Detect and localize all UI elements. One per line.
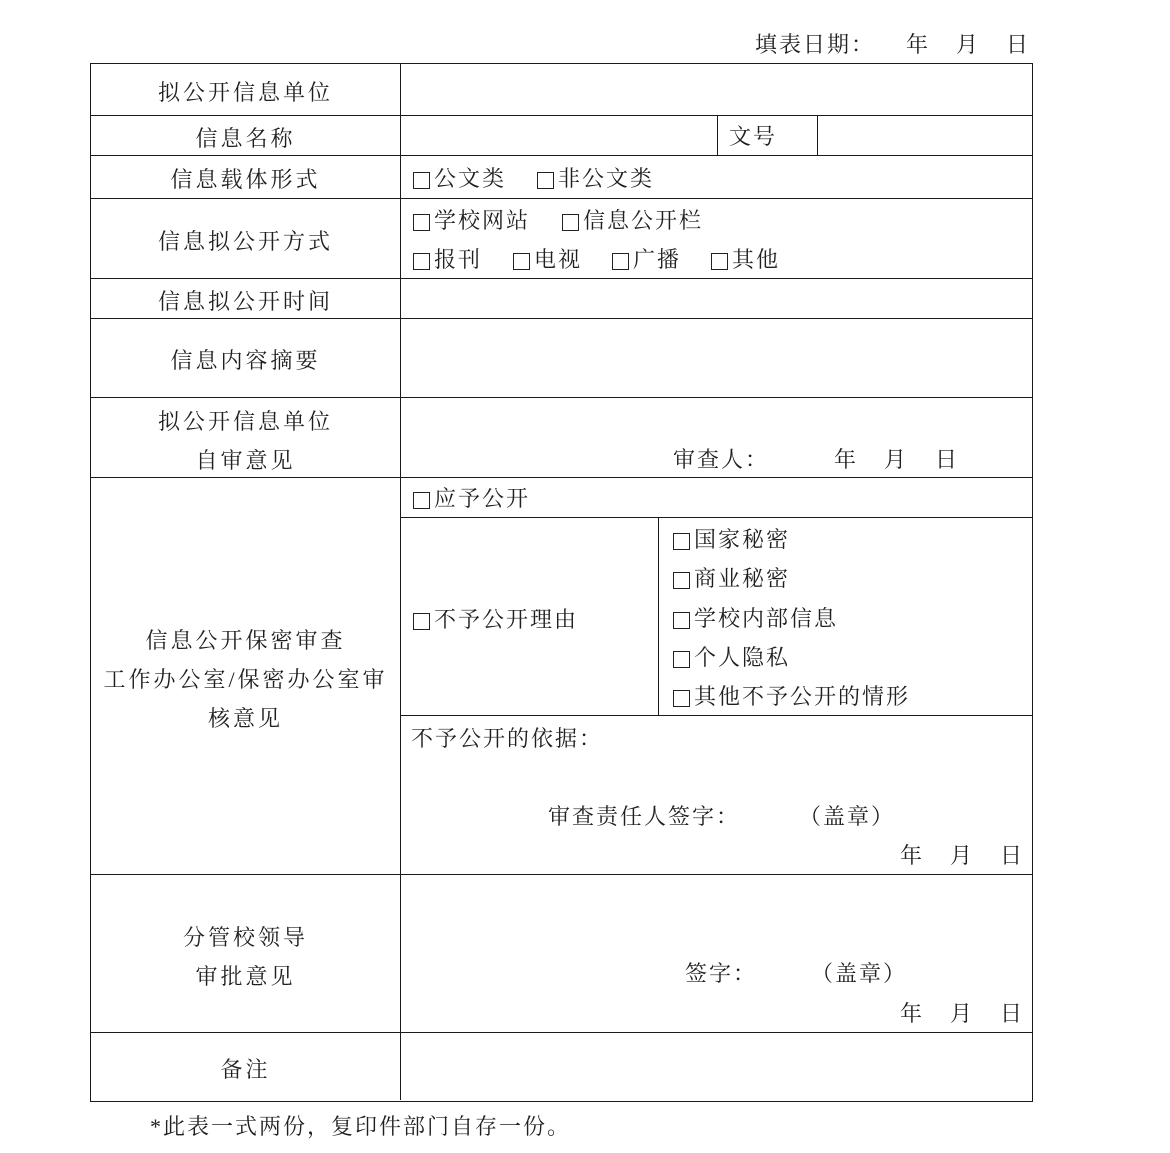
row-info-name xyxy=(91,115,1032,155)
unit-input-field[interactable] xyxy=(401,64,1032,115)
method-option-website[interactable] xyxy=(413,208,530,234)
carrier-option-official[interactable] xyxy=(413,166,506,192)
fill-date-year: 年 xyxy=(906,32,931,57)
method-label: 信息拟公开方式 xyxy=(157,228,333,254)
secrecy-review-label-line: 工作办公室/保密办公室审 xyxy=(103,666,388,692)
row-unit xyxy=(91,64,1032,115)
method-option-other[interactable] xyxy=(711,247,780,273)
self-review-day: 日 xyxy=(935,447,960,472)
method-label-cell xyxy=(91,199,401,278)
time-label-cell xyxy=(91,279,401,318)
secrecy-review-day: 日 xyxy=(1000,843,1025,868)
carrier-options xyxy=(401,156,1032,198)
info-name-label-cell xyxy=(91,116,401,155)
option-label: 国家秘密 xyxy=(694,527,791,552)
fill-date-month: 月 xyxy=(956,32,981,57)
secrecy-review-label-line: 信息公开保密审查 xyxy=(145,627,346,653)
leader-approval-label-line: 审批意见 xyxy=(195,963,296,989)
reviewer-label: 审查人： xyxy=(673,447,770,472)
checkbox[interactable] xyxy=(673,690,690,707)
checkbox[interactable] xyxy=(711,253,728,270)
reject-section xyxy=(401,518,1032,716)
self-review-month: 月 xyxy=(884,447,909,472)
doc-no-input-field[interactable] xyxy=(818,116,1032,155)
unit-label-cell xyxy=(91,64,401,115)
seal-label: （盖章） xyxy=(811,961,908,986)
remarks-input-field[interactable] xyxy=(401,1033,1032,1100)
option-label: 个人隐私 xyxy=(694,645,791,670)
reject-option[interactable] xyxy=(413,607,578,633)
row-leader-approval xyxy=(91,874,1032,1032)
secrecy-review-label-cell xyxy=(91,478,401,874)
option-label: 电视 xyxy=(534,247,583,272)
checkbox[interactable] xyxy=(537,172,554,189)
checkbox[interactable] xyxy=(612,253,629,270)
checkbox[interactable] xyxy=(513,253,530,270)
seal-label: （盖章） xyxy=(799,804,896,829)
option-label: 非公文类 xyxy=(558,166,655,191)
checkbox[interactable] xyxy=(673,533,690,550)
leader-approval-label-cell xyxy=(91,875,401,1032)
reason-internal-info[interactable] xyxy=(673,606,838,632)
secrecy-review-year: 年 xyxy=(900,843,925,868)
row-secrecy-review xyxy=(91,477,1032,874)
secrecy-review-month: 月 xyxy=(950,843,975,868)
unit-label: 拟公开信息单位 xyxy=(157,79,333,105)
checkbox[interactable] xyxy=(673,612,690,629)
checkbox[interactable] xyxy=(562,214,579,231)
approve-section xyxy=(401,478,1032,518)
checkbox[interactable] xyxy=(413,613,430,630)
checkbox[interactable] xyxy=(413,214,430,231)
reason-state-secret[interactable] xyxy=(673,527,790,553)
checkbox[interactable] xyxy=(413,172,430,189)
leader-approval-field[interactable] xyxy=(401,875,1032,1032)
method-option-tv[interactable] xyxy=(513,247,582,273)
remarks-label: 备注 xyxy=(220,1056,271,1082)
option-label: 信息公开栏 xyxy=(583,208,704,233)
method-option-press[interactable] xyxy=(413,247,482,273)
summary-input-field[interactable] xyxy=(401,319,1032,397)
self-review-label-cell xyxy=(91,398,401,477)
reason-other[interactable] xyxy=(673,684,910,710)
self-review-opinion-field[interactable] xyxy=(401,398,1032,477)
summary-label-cell xyxy=(91,319,401,397)
row-self-review xyxy=(91,397,1032,477)
method-option-radio[interactable] xyxy=(612,247,681,273)
approve-option[interactable] xyxy=(413,486,530,512)
leader-signature-label: 签字： xyxy=(685,961,758,986)
option-label: 应予公开 xyxy=(434,486,531,511)
info-name-label: 信息名称 xyxy=(195,125,296,151)
self-review-year: 年 xyxy=(834,447,859,472)
option-label: 商业秘密 xyxy=(694,566,791,591)
option-label: 学校网站 xyxy=(434,208,531,233)
reviewer-signature-label: 审查责任人签字： xyxy=(548,804,741,829)
row-remarks xyxy=(91,1032,1032,1100)
fill-date-label: 填表日期： xyxy=(755,32,876,57)
option-label: 广播 xyxy=(633,247,682,272)
reject-reasons-list xyxy=(659,518,1032,715)
doc-no-label-cell xyxy=(717,116,818,155)
time-input-field[interactable] xyxy=(401,279,1032,318)
leader-approval-label-line: 分管校领导 xyxy=(182,924,308,950)
row-summary xyxy=(91,318,1032,397)
reject-option-cell xyxy=(401,518,659,715)
remarks-label-cell xyxy=(91,1033,401,1100)
row-method xyxy=(91,198,1032,278)
reject-basis-field[interactable] xyxy=(401,716,1032,874)
self-review-label-line: 拟公开信息单位 xyxy=(157,408,333,434)
checkbox[interactable] xyxy=(413,253,430,270)
leader-approval-month: 月 xyxy=(950,1001,975,1026)
footnote: *此表一式两份，复印件部门自存一份。 xyxy=(150,1114,572,1139)
method-options xyxy=(401,199,1032,278)
summary-label: 信息内容摘要 xyxy=(170,348,321,373)
info-name-input-field[interactable] xyxy=(401,116,717,155)
carrier-label: 信息载体形式 xyxy=(170,167,321,192)
row-time xyxy=(91,278,1032,318)
secrecy-review-label-line: 核意见 xyxy=(207,705,283,731)
option-label: 报刊 xyxy=(434,247,483,272)
option-label: 学校内部信息 xyxy=(694,606,839,631)
secrecy-review-content xyxy=(401,478,1032,874)
row-carrier xyxy=(91,155,1032,198)
reject-basis-label: 不予公开的依据： xyxy=(411,726,604,751)
option-label: 不予公开理由 xyxy=(434,607,579,632)
option-label: 其他 xyxy=(732,247,781,272)
carrier-option-non-official[interactable] xyxy=(537,166,654,192)
carrier-label-cell xyxy=(91,156,401,198)
reason-privacy[interactable] xyxy=(673,645,790,671)
option-label: 公文类 xyxy=(434,166,507,191)
checkbox[interactable] xyxy=(413,492,430,509)
option-label: 其他不予公开的情形 xyxy=(694,684,911,709)
self-review-label-line: 自审意见 xyxy=(195,447,296,473)
disclosure-review-form xyxy=(90,63,1033,1102)
method-option-bulletin[interactable] xyxy=(562,208,703,234)
reason-trade-secret[interactable] xyxy=(673,566,790,592)
leader-approval-year: 年 xyxy=(900,1001,925,1026)
checkbox[interactable] xyxy=(673,651,690,668)
checkbox[interactable] xyxy=(673,572,690,589)
time-label: 信息拟公开时间 xyxy=(157,288,333,314)
leader-approval-day: 日 xyxy=(1000,1001,1025,1026)
fill-date-day: 日 xyxy=(1006,32,1031,57)
doc-no-label: 文号 xyxy=(729,124,778,149)
